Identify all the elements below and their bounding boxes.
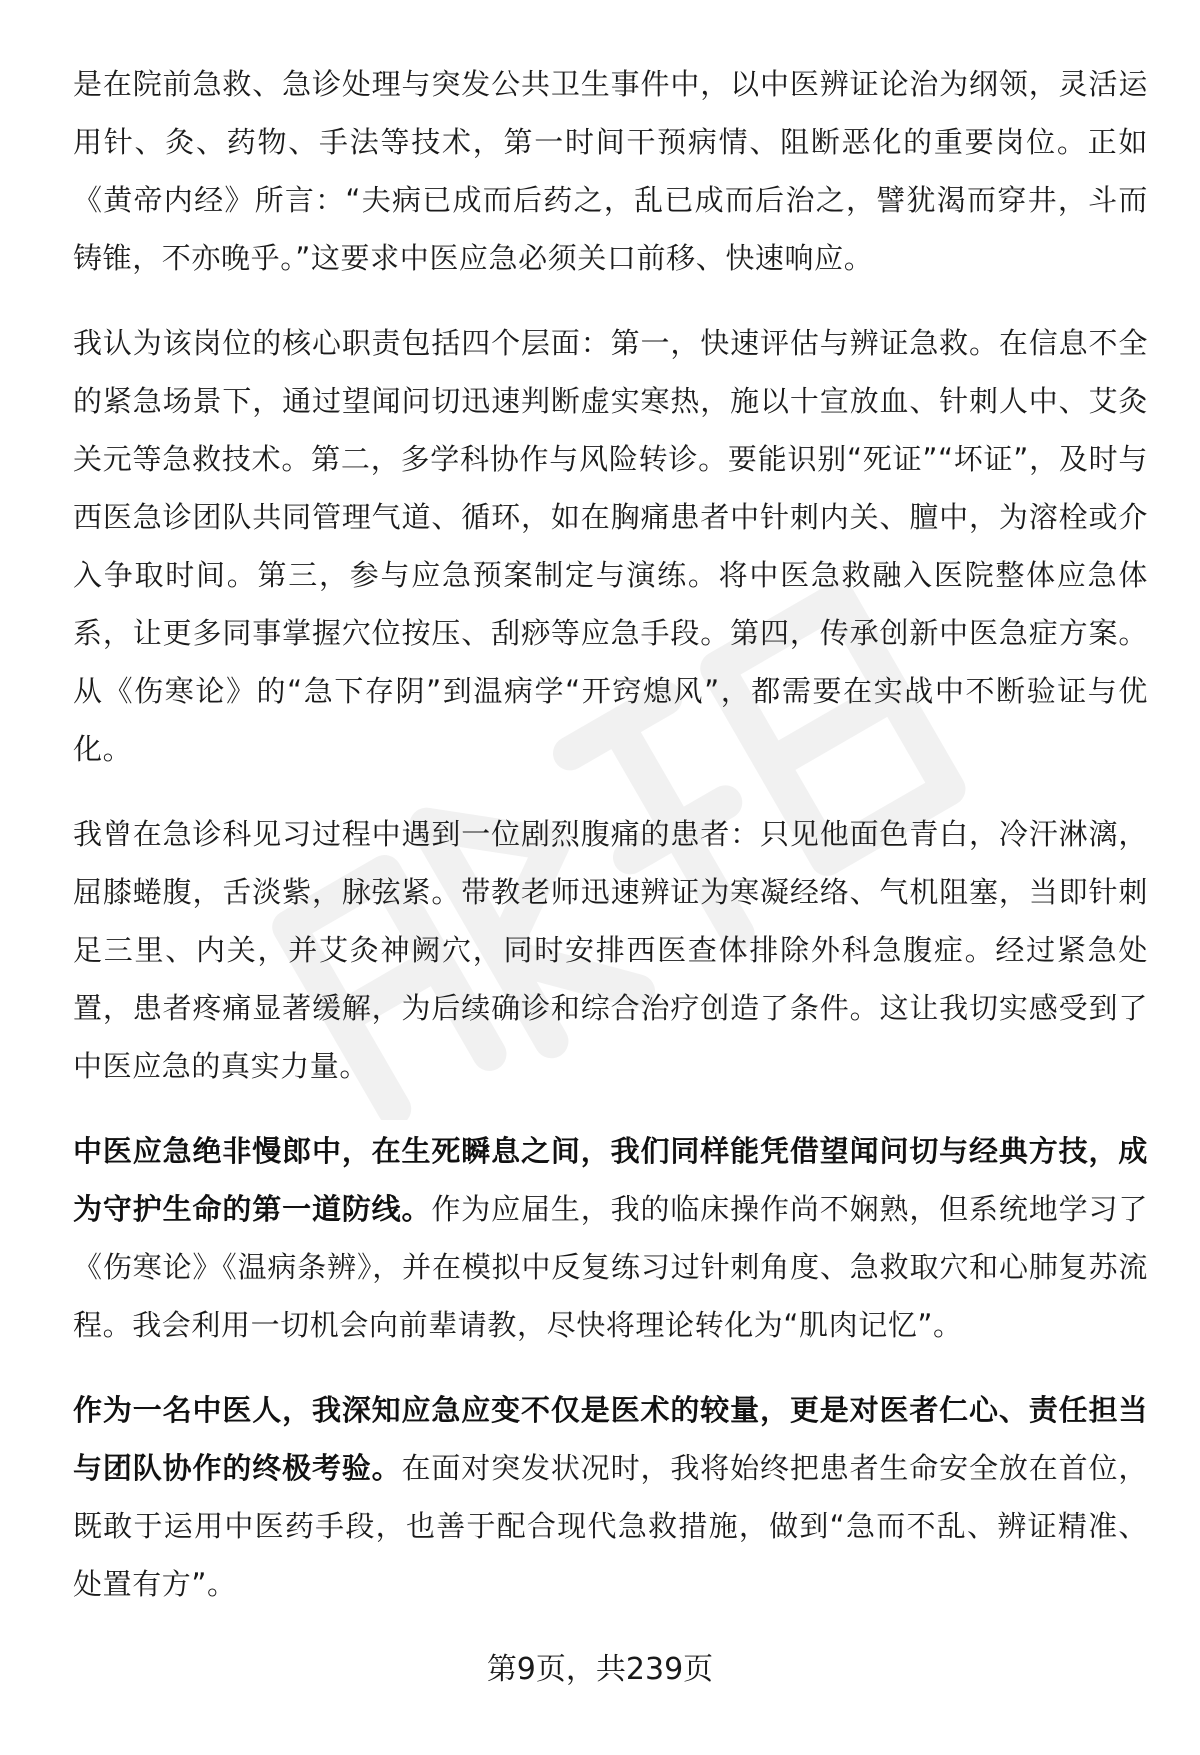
paragraph-case-story — [73, 805, 1148, 1095]
paragraph-text: 作为应届生，我的临床操作尚不娴熟，但系统地学习了《伤寒论》《温病条辨》，并在模拟中反复练习过针刺角度、急救取穴和心肺复苏流程。我会利用一切机会向前辈请教，尽快将理论转化为“肌肉记忆”。 — [73, 1192, 1148, 1342]
page-number: 第9页，共239页 — [486, 1652, 714, 1687]
paragraph-bold-lead: 中医应急绝非慢郎中，在生死瞬息之间，我们同样能凭借望闻问切与经典方技，成为守护生命的第一道防线。 — [73, 1134, 1148, 1226]
paragraph-conclusion — [73, 1381, 1148, 1613]
paragraph-text: 我曾在急诊科见习过程中遇到一位剧烈腹痛的患者：只见他面色青白，冷汗淋漓，屈膝蜷腹，舌淡紫，脉弦紧。带教老师迅速辨证为寒凝经络、气机阻塞，当即针刺足三里、内关，并艾灸神阙穴，同时安排西医查体排除外科急腹症。经过紧急处置，患者疼痛显著缓解，为后续确诊和综合治疗创造了条件。这让我切实感受到了中医应急的真实力量。 — [73, 817, 1148, 1083]
document-body — [73, 55, 1148, 1640]
paragraph-text: 在面对突发状况时，我将始终把患者生命安全放在首位，既敢于运用中医药手段，也善于配合现代急救措施，做到“急而不乱、辨证精准、处置有方”。 — [73, 1451, 1148, 1601]
paragraph-bold-lead: 作为一名中医人，我深知应急应变不仅是医术的较量，更是对医者仁心、责任担当与团队协作的终极考验。 — [73, 1393, 1148, 1485]
paragraph-text: 我认为该岗位的核心职责包括四个层面：第一，快速评估与辨证急救。在信息不全的紧急场景下，通过望闻问切迅速判断虚实寒热，施以十宣放血、针刺人中、艾灸关元等急救技术。第二，多学科协作与风险转诊。要能识别“死证”“坏证”，及时与西医急诊团队共同管理气道、循环，如在胸痛患者中针刺内关、膻中，为溶栓或介入争取时间。第三，参与应急预案制定与演练。将中医急救融入医院整体应急体系，让更多同事掌握穴位按压、刮痧等应急手段。第四，传承创新中医急症方案。从《伤寒论》的“急下存阴”到温病学“开窍熄风”，都需要在实战中不断验证与优化。 — [73, 326, 1148, 766]
paragraph-intro — [73, 55, 1148, 287]
paragraph-self-assessment — [73, 1122, 1148, 1354]
paragraph-text: 是在院前急救、急诊处理与突发公共卫生事件中，以中医辨证论治为纲领，灵活运用针、灸、药物、手法等技术，第一时间干预病情、阻断恶化的重要岗位。正如《黄帝内经》所言：“夫病已成而后药之，乱已成而后治之，譬犹渴而穿井，斗而铸锥，不亦晚乎。”这要求中医应急必须关口前移、快速响应。 — [73, 67, 1148, 275]
paragraph-core-duties — [73, 314, 1148, 778]
